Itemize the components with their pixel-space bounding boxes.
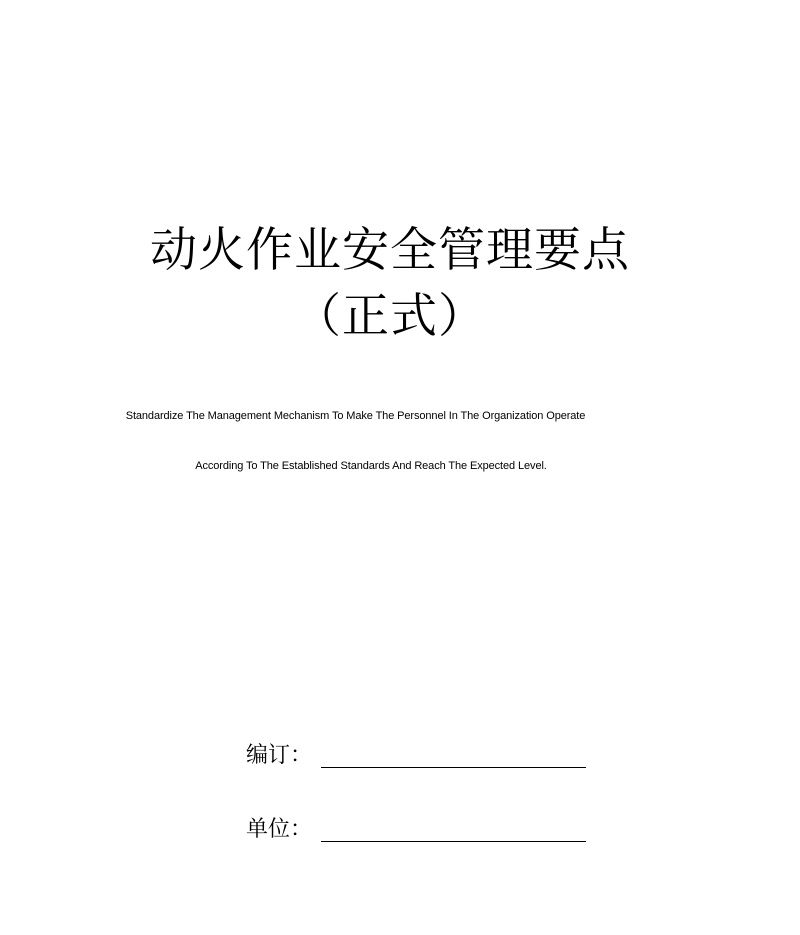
unit-label: 单位： xyxy=(246,817,313,842)
edit-label: 编订： xyxy=(246,743,313,768)
subtitle-line-1: Standardize The Management Mechanism To Make The Personnel In The Organization Operate xyxy=(125,410,586,422)
title-line-1: 动火作业安全管理要点 xyxy=(150,223,630,278)
subtitle-line-2: According To The Established Standards And Reach The Expected Level. xyxy=(195,460,547,472)
title-line-2: （正式） xyxy=(294,289,486,344)
edit-blank-line xyxy=(321,767,586,768)
document-title xyxy=(0,218,800,350)
unit-blank-line xyxy=(321,841,586,842)
